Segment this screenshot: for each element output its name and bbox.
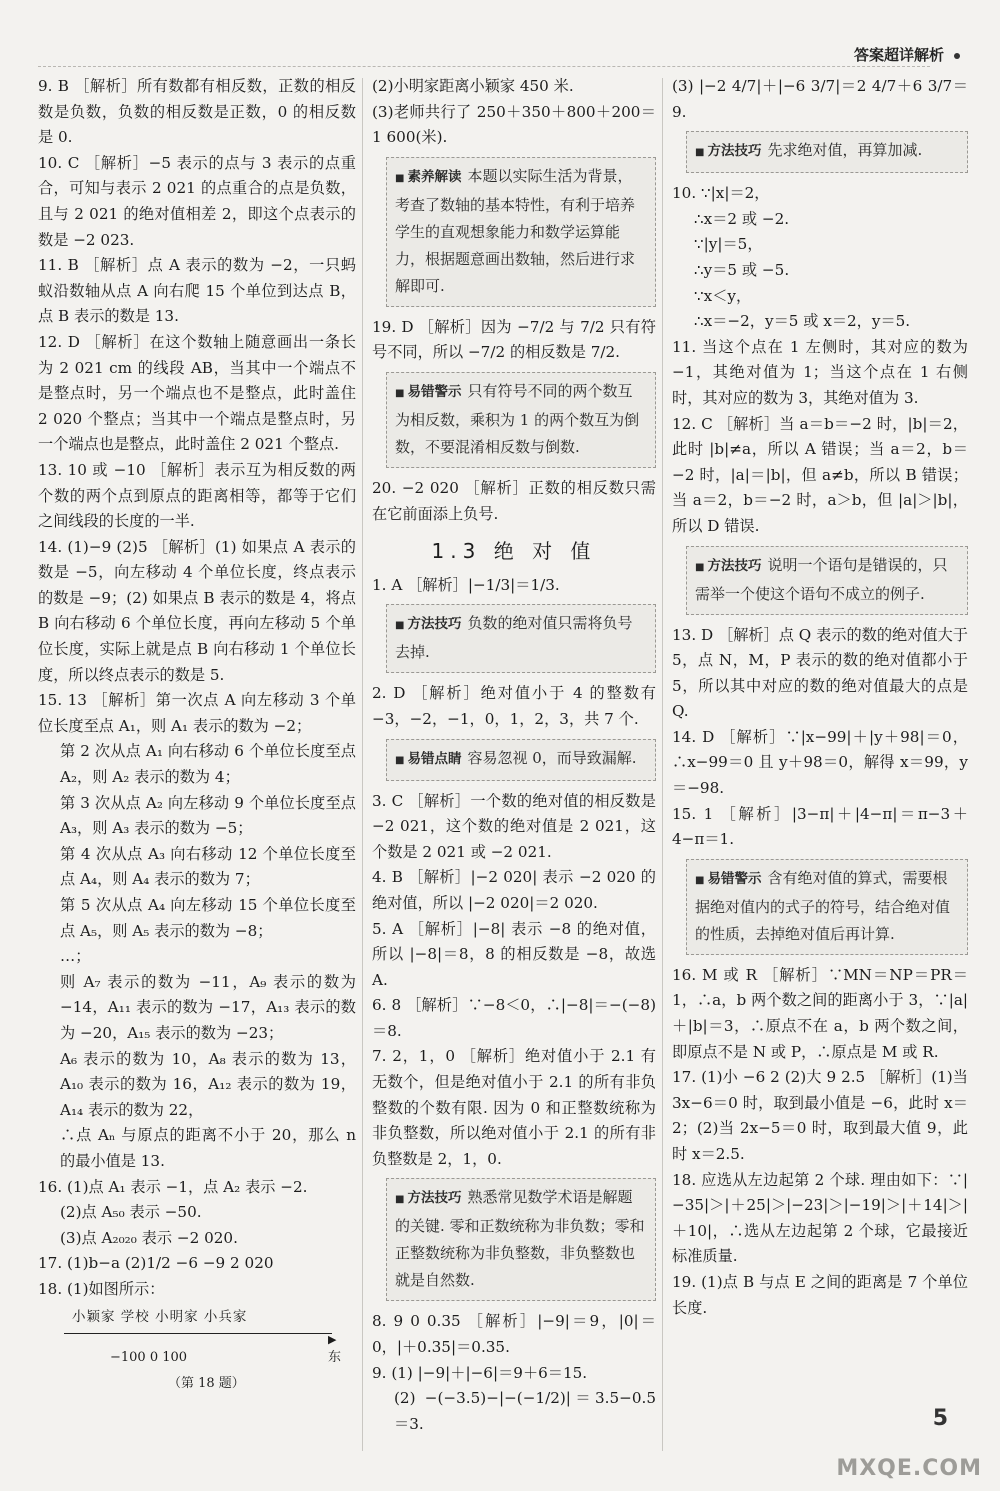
answer-item: 5. A ［解析］|−8| 表示 −8 的绝对值，所以 |−8|＝8，8 的相反数是 −8，故选 A. — [372, 919, 656, 989]
answer-item: 1. A ［解析］|−1/3|＝1/3. — [372, 575, 560, 594]
column-divider — [362, 78, 363, 1451]
figure-caption: （第 18 题） — [168, 1375, 245, 1391]
answer-line: ∵x＜y， — [694, 286, 752, 305]
header-rule — [38, 66, 930, 67]
tip-text: 先求绝对值，再算加减. — [767, 141, 923, 160]
tip-box — [386, 1178, 656, 1301]
answer-line: (3) |−2 4/7|＋|−6 3/7|＝2 4/7＋6 3/7＝9. — [672, 77, 968, 121]
tip-tag: ■ 易错警示 — [395, 384, 461, 400]
tip-tag: ■ 素养解读 — [395, 169, 461, 185]
tip-text: 熟悉常见数学术语是解题的关键. 零和正数统称为非负数；零和正整数统称为非负整数，非负整数也就是自然数. — [395, 1188, 645, 1290]
answer-line: …； — [60, 947, 91, 966]
tip-box — [386, 372, 656, 468]
answer-item: 16. (1)点 A₁ 表示 −1，点 A₂ 表示 −2. — [38, 1177, 308, 1196]
tip-box — [386, 157, 656, 307]
answer-item: 2. D ［解析］绝对值小于 4 的整数有 −3，−2，−1，0，1，2，3，共 7 个. — [372, 684, 656, 728]
answer-line: ∴x＝2 或 −2. — [694, 209, 790, 228]
tip-box — [386, 604, 656, 673]
answer-item: 10. ∵|x|＝2， — [672, 184, 770, 203]
tip-text: 负数的绝对值只需将负号去掉. — [395, 614, 633, 662]
answer-line: ∴点 Aₙ 与原点的距离不小于 20，那么 n 的最小值是 13. — [60, 1126, 356, 1170]
answer-item: 9. B ［解析］所有数都有相反数，正数的相反数是负数，负数的相反数是正数，0 的相反数是 0. — [38, 77, 356, 147]
answer-item: 6. 8 ［解析］∵−8＜0，∴|−8|＝−(−8)＝8. — [372, 996, 656, 1040]
arrow-right-icon: ▶ — [328, 1332, 337, 1346]
answer-item: 19. D ［解析］因为 −7/2 与 7/2 只有符号不同，所以 −7/2 的相反数是 7/2. — [372, 317, 656, 362]
column-3 — [672, 74, 968, 1321]
page-number: 5 — [932, 1406, 948, 1431]
tip-tag: ■ 方法技巧 — [395, 616, 461, 632]
answer-item: 17. (1)小 −6 2 (2)大 9 2.5 ［解析］(1)当 3x−6＝0 时，取到最小值是 −6，此时 x＝2；(2)当 2x−5＝0 时，取到最大值 9，此时 x＝2.5. — [672, 1068, 968, 1163]
tip-tag: ■ 易错点睛 — [395, 751, 461, 767]
number-line-axis — [64, 1333, 332, 1334]
answer-line: 第 2 次从点 A₁ 向右移动 6 个单位长度至点 A₂，则 A₂ 表示的数为 4； — [60, 742, 356, 787]
tip-tag: ■ 方法技巧 — [695, 558, 761, 574]
answer-line: 第 3 次从点 A₂ 向左移动 9 个单位长度至点 A₃，则 A₃ 表示的数为 −5； — [60, 793, 356, 838]
answer-line: (2)点 A₅₀ 表示 −50. — [60, 1203, 202, 1222]
answer-line: (3)点 A₂₀₂₀ 表示 −2 020. — [60, 1228, 238, 1247]
watermark: MXQE.COM — [836, 1456, 982, 1481]
tip-box — [686, 546, 968, 615]
page-header — [854, 44, 960, 65]
answer-item: 3. C ［解析］一个数的绝对值的相反数是 −2 021，这个数的绝对值是 2 021，这个数是 2 021 或 −2 021. — [372, 791, 656, 861]
answer-item: 14. (1)−9 (2)5 ［解析］(1) 如果点 A 表示的数是 −5，向左移动 4 个单位长度，终点表示的数是 −9；(2) 如果点 B 表示的数是 4，将点 B 向右移动 6 个单位长度，再向左移动 5 个单位长度，实际上就是点 B 向右移动 1 个单位长度，所以终点表示的数是 5. — [38, 537, 356, 684]
section-title: 1.3 绝 对 值 — [431, 539, 597, 564]
tip-box — [686, 859, 968, 955]
tip-text: 含有绝对值的算式，需要根据绝对值内的式子的符号，结合绝对值的性质，去掉绝对值后再计算. — [695, 868, 951, 943]
tip-text: 容易忽视 0，而导致漏解. — [467, 748, 637, 767]
answer-line: (2)小明家距离小颖家 450 米. — [372, 77, 574, 95]
answer-item: 15. 13 ［解析］第一次点 A 向左移动 3 个单位长度至点 A₁，则 A₁ 表示的数为 −2； — [38, 691, 356, 735]
answer-item: 8. 9 0 0.35 ［解析］|−9|＝9，|0|＝0，|＋0.35|＝0.35. — [372, 1312, 656, 1357]
tip-text: 说明一个语句是错误的，只需举一个使这个语句不成立的例子. — [695, 555, 948, 603]
tip-box — [386, 739, 656, 781]
answer-line: ∴y＝5 或 −5. — [694, 260, 790, 279]
answer-item: 13. D ［解析］点 Q 表示的数的绝对值大于 5，点 N，M，P 表示的数的绝对值都小于 5，所以其中对应的数的绝对值最大的点是 Q. — [672, 625, 968, 721]
number-line-ticks: −100 0 100 — [110, 1349, 188, 1365]
answer-line: 第 4 次从点 A₃ 向右移动 12 个单位长度至点 A₄，则 A₄ 表示的数为 7； — [60, 844, 356, 889]
answer-item: 15. 1 ［解析］|3−π|＋|4−π|＝π−3＋4−π＝1. — [672, 804, 968, 849]
tip-tag: ■ 方法技巧 — [395, 1190, 461, 1206]
tip-tag: ■ 易错警示 — [695, 871, 761, 887]
bullet-icon — [954, 53, 960, 59]
tip-text: 本题以实际生活为背景，考查了数轴的基本特性，有利于培养学生的直观想象能力和数学运算能力，根据题意画出数轴，然后进行求解即可. — [395, 166, 636, 295]
number-line-labels: 小颖家 学校 小明家 小兵家 — [72, 1308, 248, 1325]
number-line-figure — [38, 1305, 356, 1395]
tip-text: 只有符号不同的两个数互为相反数，乘积为 1 的两个数互为倒数，不要混淆相反数与倒数. — [395, 381, 640, 456]
answer-item: 11. 当这个点在 1 左侧时，其对应的数为 −1，其绝对值为 1；当这个点在 1 右侧时，其对应的数为 3，其绝对值为 3. — [672, 337, 968, 407]
answer-item: 16. M 或 R ［解析］∵MN＝NP＝PR＝1，∴a，b 两个数之间的距离小于 3，∵|a|＋|b|＝3，∴原点不在 a，b 两个数之间，即原点不是 N 或 P，∴原点是 M 或 R. — [672, 965, 968, 1061]
answer-item: 18. (1)如图所示： — [38, 1279, 165, 1298]
answer-item: 19. (1)点 B 与点 E 之间的距离是 7 个单位长度. — [672, 1272, 968, 1317]
answer-item: 9. (1) |−9|＋|−6|＝9＋6＝15. — [372, 1363, 588, 1382]
header-title: 答案超详解析 — [853, 46, 944, 64]
answer-line: (2) −(−3.5)−|−(−1/2)|＝3.5−0.5＝3. — [394, 1389, 656, 1433]
answer-item: 20. −2 020 ［解析］正数的相反数只需在它前面添上负号. — [372, 478, 656, 523]
answer-line: 则 A₇ 表示的数为 −11，A₉ 表示的数为 −14，A₁₁ 表示的数为 −17，A₁₃ 表示的数为 −20，A₁₅ 表示的数为 −23； — [60, 972, 356, 1042]
answer-item: 18. 应选从左边起第 2 个球. 理由如下：∵|−35|＞|＋25|＞|−23|＞|−19|＞|＋14|＞|＋10|，∴选从左边起第 2 个球，它最接近标准质量. — [672, 1170, 968, 1266]
direction-label: 东 — [328, 1349, 342, 1365]
answer-item: 13. 10 或 −10 ［解析］表示互为相反数的两个数的两个点到原点的距离相等，都等于它们之间线段的长度的一半. — [38, 460, 356, 531]
column-1 — [38, 74, 356, 1395]
answer-line: A₆ 表示的数为 10，A₈ 表示的数为 13，A₁₀ 表示的数为 16，A₁₂ 表示的数为 19，A₁₄ 表示的数为 22， — [60, 1049, 356, 1119]
answer-line: ∵|y|＝5， — [694, 235, 763, 254]
answer-item: 7. 2，1，0 ［解析］绝对值小于 2.1 有无数个，但是绝对值小于 2.1 的所有非负整数的个数有限. 因为 0 和正整数统称为非负整数，所以绝对值小于 2.1 的所有非负整数是 2，1，0. — [372, 1047, 656, 1168]
answer-line: (3)老师共行了 250＋350＋800＋200＝1 600(米). — [372, 102, 656, 147]
tip-tag: ■ 方法技巧 — [695, 143, 761, 159]
answer-item: 10. C ［解析］−5 表示的点与 3 表示的点重合，可知与表示 2 021 的点重合的点是负数，且与 2 021 的绝对值相差 2，即这个点表示的数是 −2 023. — [38, 153, 356, 249]
answer-line: ∴x＝−2，y＝5 或 x＝2，y＝5. — [694, 312, 911, 331]
column-divider — [662, 78, 663, 1451]
answer-item: 14. D ［解析］∵|x−99|＋|y＋98|＝0，∴x−99＝0 且 y＋98＝0，解得 x＝99，y＝−98. — [672, 727, 968, 798]
answer-item: 12. C ［解析］当 a＝b＝−2 时，|b|＝2，此时 |b|≠a，所以 A 错误；当 a＝2，b＝−2 时，|a|＝|b|，但 a≠b，所以 B 错误；当 a＝2，b＝−2 时，a＞b，但 |a|＞|b|，所以 D 错误. — [672, 414, 968, 535]
column-2 — [372, 74, 656, 1437]
answer-item: 11. B ［解析］点 A 表示的数为 −2，一只蚂蚁沿数轴从点 A 向右爬 15 个单位到达点 B，点 B 表示的数是 13. — [38, 256, 356, 326]
tip-box — [686, 131, 968, 173]
answer-item: 12. D ［解析］在这个数轴上随意画出一条长为 2 021 cm 的线段 AB，当其中一个端点不是整点时，另一个端点也不是整点，此时盖住 2 020 个整点；当其中一个端点是整点时，另一个端点也是整点，此时盖住 2 021 个整点. — [38, 332, 356, 454]
answer-item: 4. B ［解析］|−2 020| 表示 −2 020 的绝对值，所以 |−2 020|＝2 020. — [372, 868, 656, 912]
answer-item: 17. (1)b−a (2)1/2 −6 −9 2 020 — [38, 1254, 274, 1273]
answer-line: 第 5 次从点 A₄ 向左移动 15 个单位长度至点 A₅，则 A₅ 表示的数为 −8； — [60, 896, 356, 940]
